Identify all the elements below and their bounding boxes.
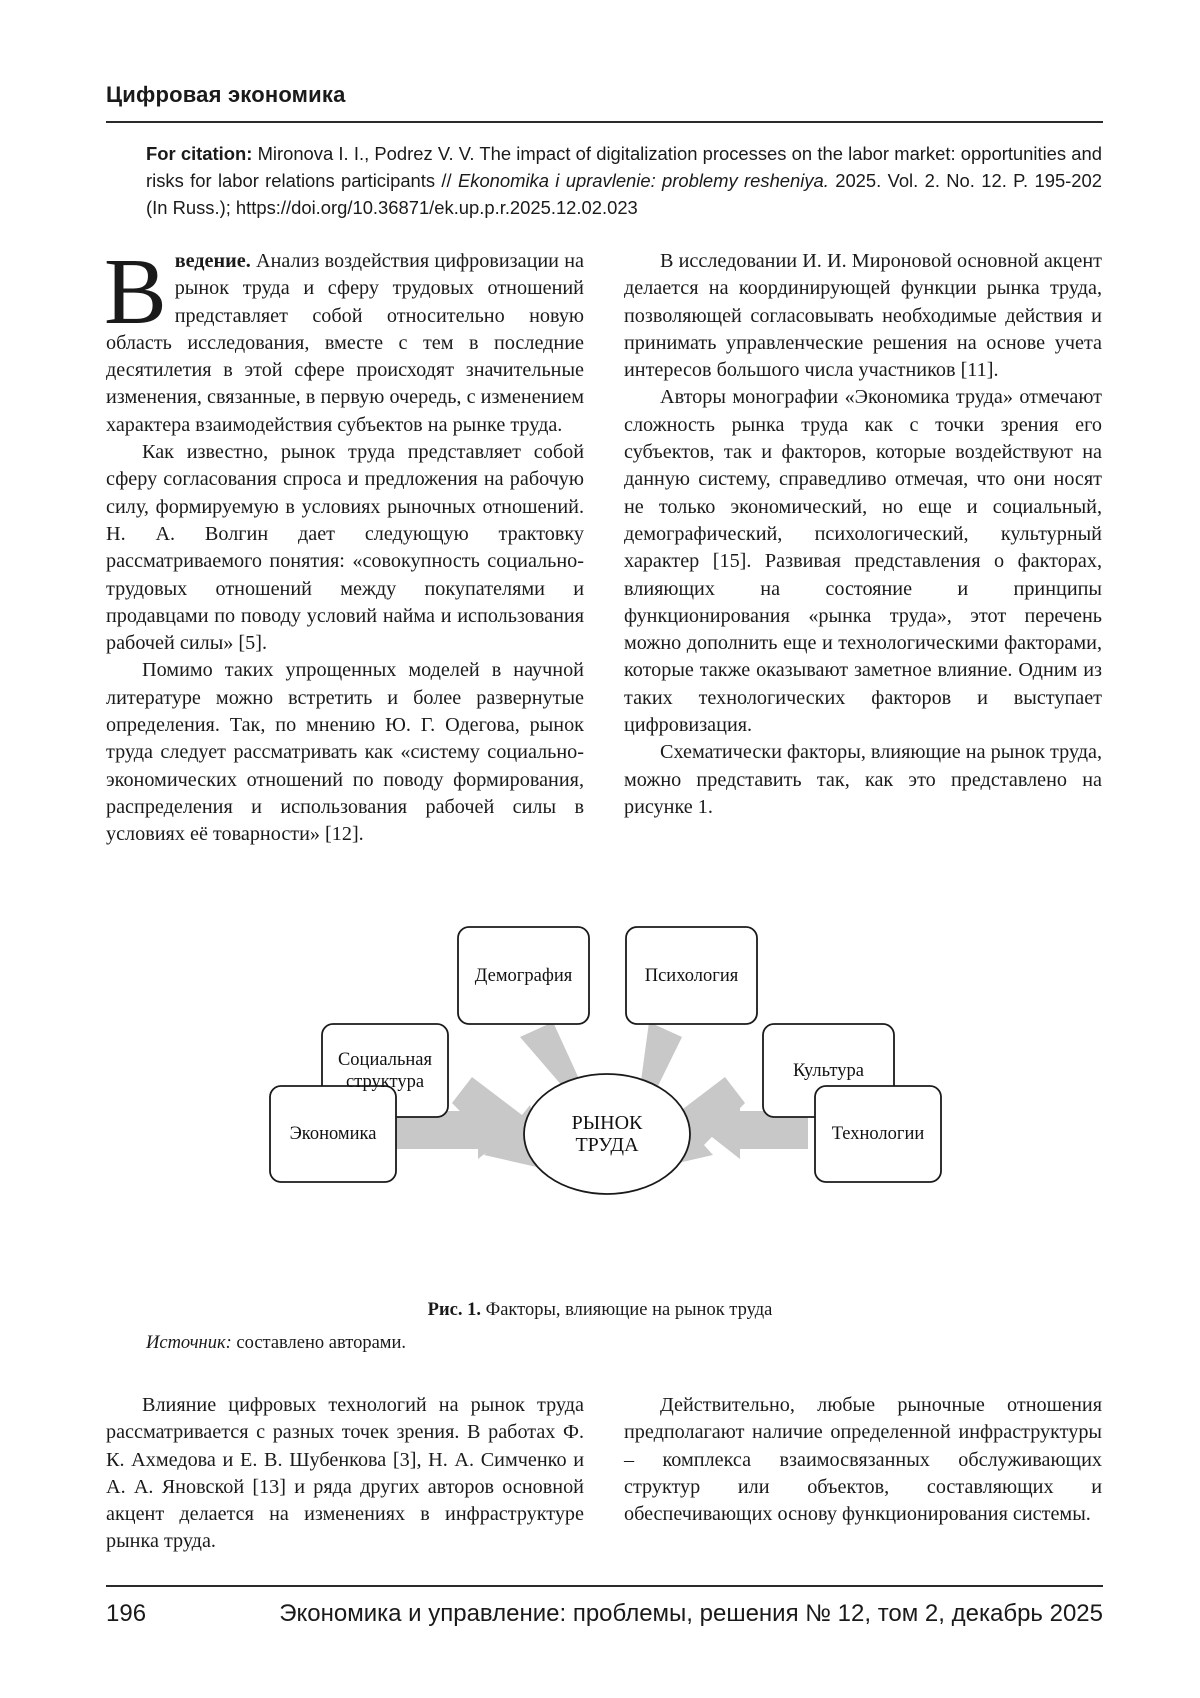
body-paragraph: Действительно, любые рыночные отношения предполагают наличие определенной инфраструктуры – комплекса взаимосвязанных обслуживающих структур или объектов, составляющих и обеспечивающих основу функционирования системы. [624,1394,1102,1526]
body-paragraph: Влияние цифровых технологий на рынок труда рассматривается с разных точек зрения. В работах Ф. К. Ахмедова и Е. В. Шубенкова [3], Н. А. Симченко и А. А. Яновской [13] и ряда других авторов основной акцент делается на изменениях в инфраструктуре рынка труда. [106,1394,584,1553]
figure-source-text: составлено авторами. [231,1333,407,1353]
label-demography: Демография [474,965,573,986]
left-column-bottom [106,1392,584,1556]
running-title: Цифровая экономика [106,82,346,107]
citation-block [146,140,1102,221]
right-column-top [624,248,1102,821]
header-rule [106,121,1103,123]
citation-label: For citation: [146,143,253,164]
intro-text: Анализ воздействия цифровизации на рынок труда и сферу трудовых отношений представляет собой относительно новую область исследования, вместе с тем в последние десятилетия в этой сфере происходят значительные изменения, связанные, в первую очередь, с изменением характера взаимодействия субъектов на рынке труда. [106,250,584,436]
citation-text: Mironova I. I., Podrez V. V. The impact of digitalization processes on the labor market: opportunities and risks for labor relations participants // [146,143,1102,191]
figure-caption [0,1300,1200,1321]
figure-caption-text: Факторы, влияющие на рынок труда [480,1300,773,1320]
right-column-bottom [624,1392,1102,1528]
body-paragraph: Помимо таких упрощенных моделей в научной литературе можно встретить и более развернутые определения. Так, по мнению Ю. Г. Одегова, рынок труда следует рассматривать как «систему социально-экономических отношений по поводу формирования, распределения и использования рабочей силы в условиях её товарности» [12]. [106,659,584,846]
figure-labor-market-factors [0,915,1200,1270]
drop-cap: В [104,240,167,344]
journal-footer: Экономика и управление: проблемы, решения № 12, том 2, декабрь 2025 [279,1600,1103,1627]
label-economy: Экономика [289,1124,377,1144]
figure-source-label: Источник: [146,1333,232,1353]
left-column-top [104,240,584,849]
citation-journal: Ekonomika i upravlenie: problemy resheniya. [457,170,829,191]
label-center: РЫНОК ТРУДА [571,1112,643,1156]
body-paragraph: В исследовании И. И. Мироновой основной акцент делается на координирующей функции рынка труда, позволяющей согласовывать необходимые действия и принимать управленческие решения на основе учета интересов большого числа участников [11]. [624,250,1102,382]
body-paragraph: Схематически факторы, влияющие на рынок труда, можно представить так, как это представлено на рисунке 1. [624,741,1103,818]
label-social-structure: Социальная структура [337,1049,433,1092]
figure-source [146,1333,406,1354]
label-technology: Технологии [831,1124,925,1144]
footer-rule [106,1585,1103,1587]
body-paragraph: Авторы монографии «Экономика труда» отмечают сложность рынка труда как с точки зрения его субъектов, так и факторов, которые воздействуют на данную систему, справедливо отмечая, что они носят не только экономический, но еще и социальный, демографический, психологический, культурный характер [15]. Развивая представления о факторах, влияющих на состояние и принципы функционирования «рынка труда», этот перечень можно дополнить еще и технологическими факторами, которые также оказывают заметное влияние. Одним из таких технологических факторов и выступает цифровизация. [624,386,1102,737]
label-culture: Культура [793,1060,864,1081]
intro-paragraph [104,240,584,439]
body-paragraph: Как известно, рынок труда представляет собой сферу согласования спроса и предложения на рабочую силу, формируемую в условиях рыночных отношений. Н. А. Волгин дает следующую трактовку рассматриваемого понятия: «совокупность социально-трудовых отношений между покупателями и продавцами по поводу условий найма и использования рабочей силы» [5]. [106,441,584,655]
intro-lead-word: ведение. [174,250,251,272]
figure-number: Рис. 1. [427,1300,481,1320]
label-psychology: Психология [644,965,739,986]
citation-details: 2025. Vol. 2. No. 12. P. 195-202 (In Russ.); https://doi.org/10.36871/ek.up.p.r.2025.12.02.023 [146,170,1102,218]
page-number: 196 [106,1600,147,1627]
